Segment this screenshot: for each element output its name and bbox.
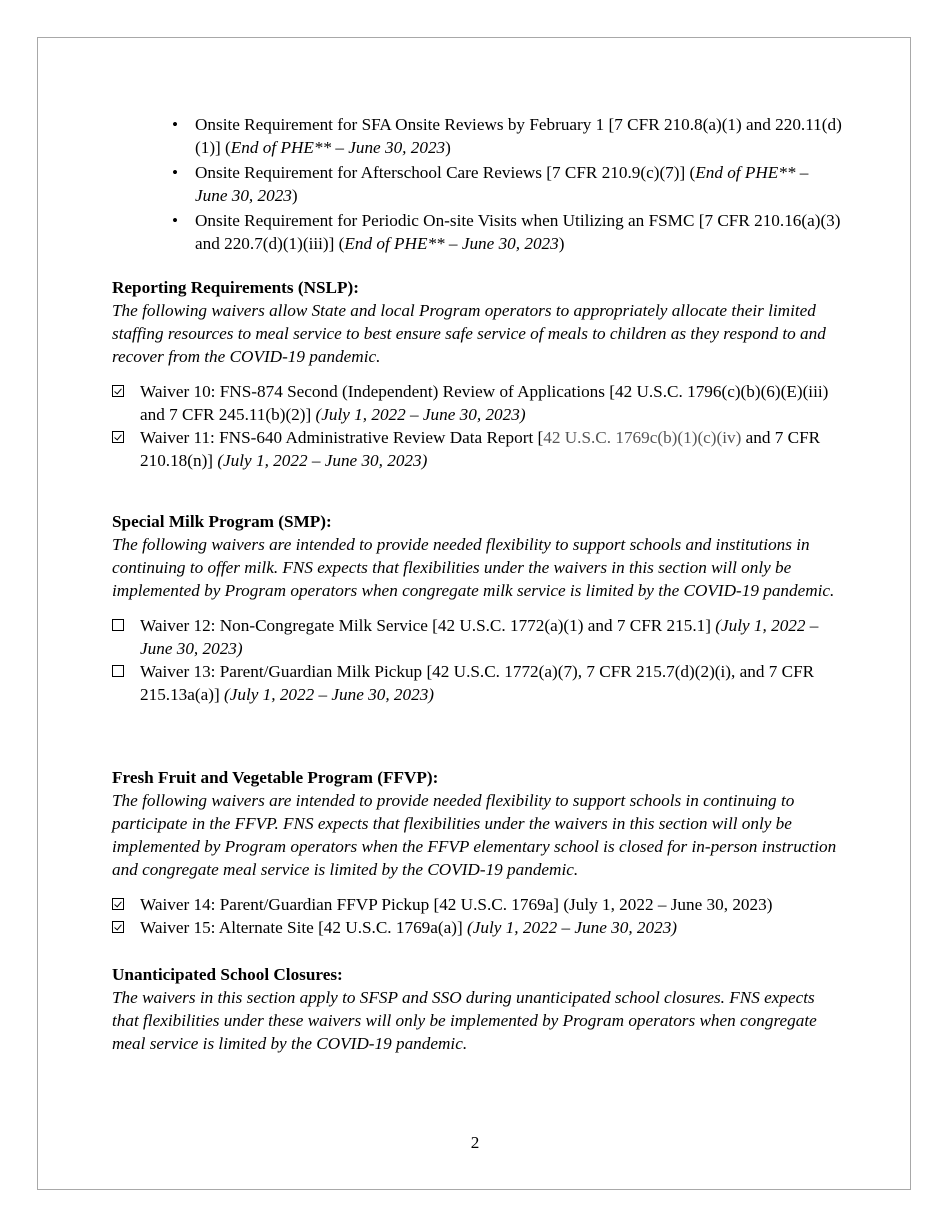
waiver-15 (112, 916, 842, 939)
unchecked-checkbox-icon[interactable] (112, 619, 124, 631)
waiver-text-cont: and 7 CFR 210.18(n)] (140, 428, 821, 470)
checked-checkbox-icon[interactable] (112, 385, 124, 397)
onsite-requirements-list (172, 113, 845, 255)
waiver-13 (112, 660, 842, 706)
waiver-10 (112, 380, 842, 426)
waiver-date: (July 1, 2022 – June 30, 2023) (140, 616, 819, 658)
list-item (172, 161, 845, 207)
waiver-list (112, 893, 842, 939)
waiver-text: Waiver 11: FNS-640 Administrative Review Data Report [ (140, 428, 544, 447)
bullet-date: End of PHE** – June 30, 2023 (344, 234, 559, 253)
section-description: The following waivers are intended to provide needed flexibility to support schools in continuing to participate in the FFVP. FNS expects that flexibilities under the waivers in this section will only be implemented by Program operators when the FFVP elementary school is closed for in-person instruction and congregate meal service is limited by the COVID-19 pandemic. (112, 791, 837, 879)
waiver-text: Waiver 15: Alternate Site [42 U.S.C. 1769a(a)] (140, 918, 468, 937)
smp-section (112, 510, 842, 706)
section-description: The waivers in this section apply to SFSP and SSO during unanticipated school closures. FNS expects that flexibilities under these waivers will only be implemented by Program operators when congregate meal service is limited by the COVID-19 pandemic. (112, 988, 817, 1053)
waiver-date: (July 1, 2022 – June 30, 2023) (224, 685, 435, 704)
bullet-close: ) (558, 234, 565, 253)
section-description: The following waivers are intended to provide needed flexibility to support schools and institutions in continuing to offer milk. FNS expects that flexibilities under the waivers in this section will only be implemented by Program operators when congregate milk service is limited by the COVID-19 pandemic. (112, 535, 835, 600)
bullet-icon: • (172, 211, 179, 230)
section-heading: Special Milk Program (SMP): (112, 512, 332, 531)
section-heading: Unanticipated School Closures: (112, 965, 343, 984)
waiver-list (112, 380, 842, 472)
waiver-text: Waiver 10: FNS-874 Second (Independent) Review of Applications [42 U.S.C. 1796(c)(b)(6)(E)(iii) and 7 CFR 245.11(b)(2)] (140, 382, 829, 424)
waiver-11 (112, 426, 842, 472)
waiver-date: (July 1, 2022 – June 30, 2023) (467, 918, 678, 937)
page-number: 2 (470, 1133, 480, 1152)
waiver-citation: 42 U.S.C. 1769c(b)(1)(c)(iv) (543, 428, 742, 447)
waiver-date: (July 1, 2022 – June 30, 2023) (315, 405, 526, 424)
waiver-date: (July 1, 2022 – June 30, 2023) (217, 451, 428, 470)
bullet-close: ) (445, 138, 451, 157)
checked-checkbox-icon[interactable] (112, 921, 124, 933)
bullet-text: Onsite Requirement for Afterschool Care Reviews [7 CFR 210.9(c)(7)] ( (195, 163, 696, 182)
bullet-icon: • (172, 115, 179, 134)
waiver-14 (112, 893, 842, 916)
nslp-section (112, 276, 842, 472)
waiver-12 (112, 614, 842, 660)
section-heading: Reporting Requirements (NSLP): (112, 278, 359, 297)
bullet-text: Onsite Requirement for Periodic On-site Visits when Utilizing an FSMC [7 CFR 210.16(a)(3) and 220.7(d)(1)(iii)] ( (195, 211, 841, 253)
bullet-close: ) (291, 186, 298, 205)
list-item (172, 113, 845, 159)
section-heading: Fresh Fruit and Vegetable Program (FFVP): (112, 768, 439, 787)
waiver-text: Waiver 12: Non-Congregate Milk Service [42 U.S.C. 1772(a)(1) and 7 CFR 215.1] (140, 616, 716, 635)
bullet-date: End of PHE** – June 30, 2023 (195, 163, 809, 205)
bullet-icon: • (172, 163, 179, 182)
section-description: The following waivers allow State and local Program operators to appropriately allocate their limited staffing resources to meal service to best ensure safe service of meals to children as they respond to and recover from the COVID-19 pandemic. (112, 301, 826, 366)
waiver-text: Waiver 14: Parent/Guardian FFVP Pickup [42 U.S.C. 1769a] (July 1, 2022 – June 30, 2023) (140, 895, 773, 914)
checked-checkbox-icon[interactable] (112, 431, 124, 443)
unchecked-checkbox-icon[interactable] (112, 665, 124, 677)
bullet-date: End of PHE** – June 30, 2023 (230, 138, 446, 157)
unanticipated-closures-section (112, 963, 842, 1055)
list-item (172, 209, 845, 255)
checked-checkbox-icon[interactable] (112, 898, 124, 910)
ffvp-section (112, 766, 842, 939)
waiver-list (112, 614, 842, 706)
waiver-text: Waiver 13: Parent/Guardian Milk Pickup [42 U.S.C. 1772(a)(7), 7 CFR 215.7(d)(2)(i), and 7 CFR 215.13a(a)] (140, 662, 815, 704)
bullet-text: Onsite Requirement for SFA Onsite Reviews by February 1 [7 CFR 210.8(a)(1) and 220.11(d)(1)] ( (195, 115, 842, 157)
